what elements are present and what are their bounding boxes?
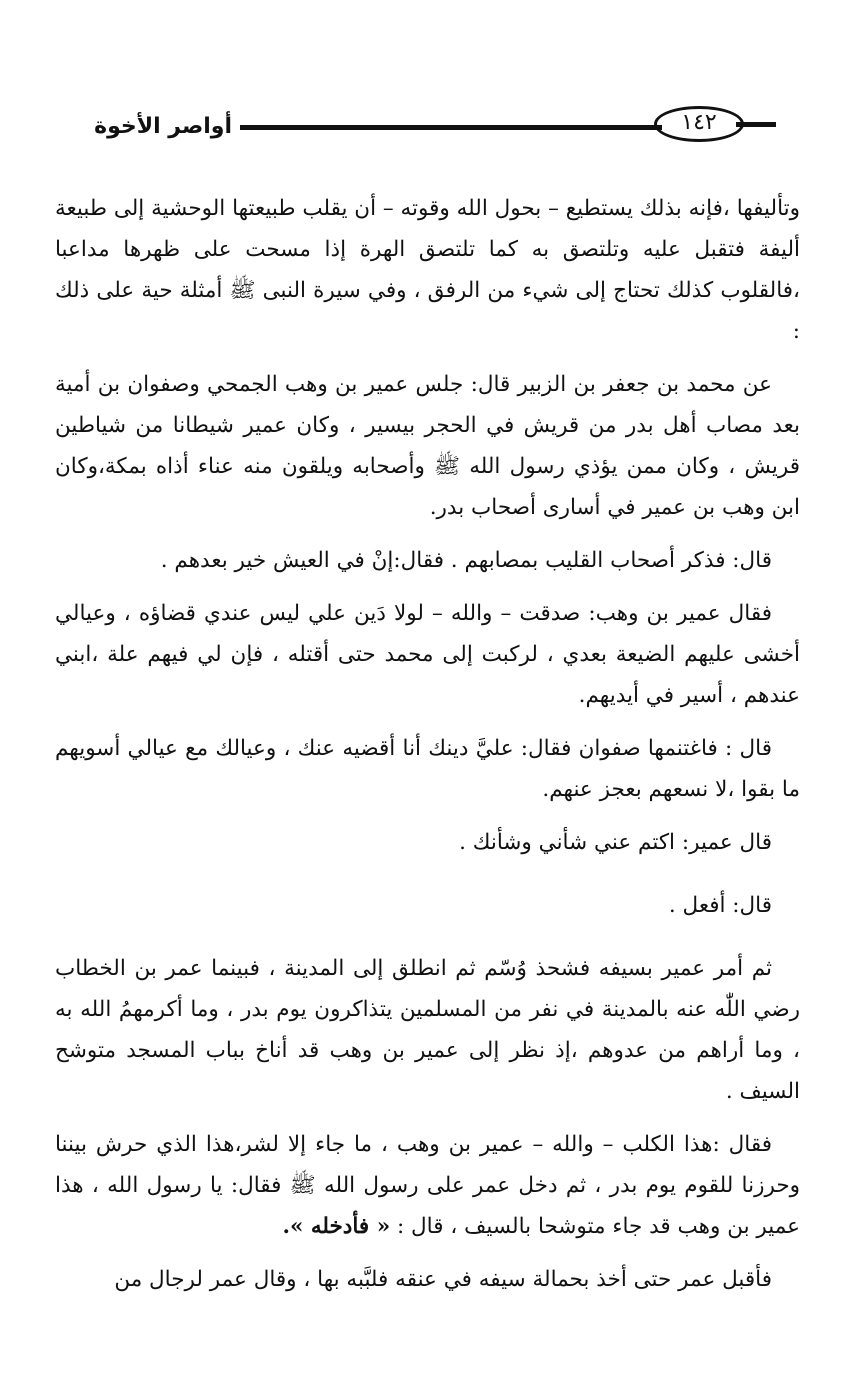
page-body [55,188,800,1312]
paragraph-2: عن محمد بن جعفر بن الزبير قال: جلس عمير بن وهب الجمحي وصفوان بن أمية بعد مصاب أهل بدر من قريش في الحجر بيسير ، وكان عمير شيطانا من شياطين قريش ، وكان ممن يؤذي رسول الله ﷺ وأصحابه ويلقون منه عناء أذاه بمكة،وكان ابن وهب بن عمير في أسارى أصحاب بدر. [55,372,800,520]
header-rule-left [240,125,662,130]
paragraph-6: قال عمير: اكتم عني شأني وشأنك . [459,830,772,855]
paragraph-9 [55,1124,800,1247]
quote-fadkhilhu: « فأدخله ». [282,1214,391,1239]
page-header [30,100,820,160]
paragraph-7: قال: أفعل . [668,893,772,918]
paragraph-9-text: فقال :هذا الكلب – والله – عمير بن وهب ، ما جاء إلا لشر،هذا الذي حرش بيننا وحرزنا للقوم يوم بدر ، ثم دخل عمر على رسول الله ﷺ فقال: يا رسول الله ، هذا عمير بن وهب قد جاء متوشحا بالسيف ، قال : [55,1132,800,1239]
page-number: ١٤٢ [681,110,717,135]
paragraph-10: فأقبل عمر حتى أخذ بحمالة سيفه في عنقه فلبَّبه بها ، وقال عمر لرجال من [114,1267,772,1292]
paragraph-8: ثم أمر عمير بسيفه فشحذ وُسّم ثم انطلق إلى المدينة ، فبينما عمر بن الخطاب رضي اللّٰه عنه بالمدينة في نفر من المسلمين يتذاكرون يوم بدر ، وما أكرمهمُ الله به ، وما أراهم من عدوهم ،إذ نظر إلى عمير بن وهب قد أناخ بباب المسجد متوشح السيف . [55,956,800,1104]
running-title: أواصر الأخوة [94,114,232,139]
paragraph-5: قال : فاغتنمها صفوان فقال: عليَّ دينك أنا أقضيه عنك ، وعيالك مع عيالي أسويهم ما بقوا ،لا نسعهم بعجز عنهم. [55,736,800,802]
paragraph-3: قال: فذكر أصحاب القليب بمصابهم . فقال:إنْ في العيش خير بعدهم . [160,548,772,573]
paragraph-4: فقال عمير بن وهب: صدقت – والله – لولا دَين علي ليس عندي قضاؤه ، وعيالي أخشى عليهم الضيعة بعدي ، لركبت إلى محمد حتى أقتله ، فإن لي فيهم علة ،ابني عندهم ، أسير في أيديهم. [55,601,800,708]
paragraph-1: وتأليفها ،فإنه بذلك يستطيع – بحول الله وقوته – أن يقلب طبيعتها الوحشية إلى طبيعة أليفة فتقبل عليه وتلتصق به كما تلتصق الهرة إذا مسحت على ظهرها مداعبا ،فالقلوب كذلك تحتاج إلى شيء من الرفق ، وفي سيرة النبى ﷺ أمثلة حية على ذلك : [55,196,800,344]
